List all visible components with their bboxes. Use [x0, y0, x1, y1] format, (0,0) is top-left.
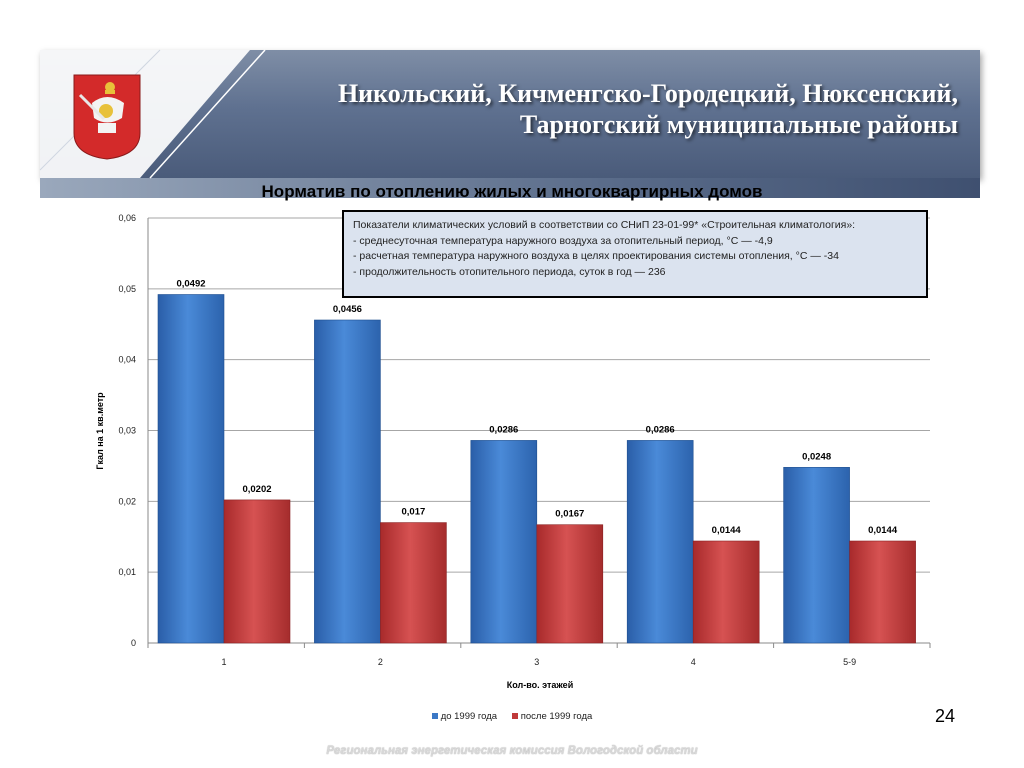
data-label: 0,0144 [868, 525, 898, 536]
legend-label: до 1999 года [440, 711, 498, 722]
y-tick-label: 0,06 [118, 213, 136, 223]
x-axis-label: Кол-во. этажей [506, 680, 574, 690]
info-line: - среднесуточная температура наружного воздуха за отопительный период, °С — -4,9 [353, 234, 773, 247]
bar [537, 525, 603, 643]
page-title-line2: Тарногский муниципальные районы [519, 110, 958, 139]
data-label: 0,0286 [645, 424, 675, 436]
chart-legend [0, 711, 1024, 722]
x-tick-label: 5-9 [843, 657, 857, 667]
legend-swatch [512, 713, 518, 719]
data-label: 0,0286 [489, 424, 519, 436]
bar [627, 440, 693, 643]
y-tick-label: 0,04 [118, 354, 136, 365]
data-label: 0,0202 [242, 483, 272, 495]
y-tick-label: 0 [130, 638, 136, 648]
climate-info-box [342, 210, 928, 298]
legend-item-before-1999 [432, 711, 500, 722]
bar [850, 541, 916, 643]
page-title-line1: Никольский, Кичменгско-Городецкий, Нюксенский, [337, 79, 958, 108]
bar [314, 320, 380, 643]
y-tick-label: 0,03 [118, 425, 136, 436]
footer-text: Региональная энергетическая комиссия Вологодской области [326, 745, 698, 757]
bar [380, 523, 446, 643]
x-tick-label: 4 [690, 657, 696, 667]
x-tick-label: 2 [377, 657, 383, 667]
y-tick-label: 0,05 [118, 283, 136, 294]
page-number: 24 [935, 706, 956, 726]
y-axis-label: Гкал на 1 кв.метр [95, 392, 105, 470]
bar [158, 295, 224, 644]
info-line: Показатели климатических условий в соответствии со СНиП 23-01-99* «Строительная климатология»: [353, 219, 856, 231]
data-label: 0,0248 [802, 451, 832, 463]
legend-item-after-1999 [512, 711, 593, 722]
y-tick-label: 0,02 [118, 496, 136, 507]
y-tick-label: 0,01 [118, 567, 136, 578]
info-line: - расчетная температура наружного воздуха в целях проектирования системы отопления, °С — -34 [353, 250, 839, 262]
chart-title: Норматив по отоплению жилых и многоквартирных домов [261, 182, 763, 201]
data-label: 0,0456 [332, 304, 362, 315]
bar [224, 500, 290, 643]
x-tick-label: 1 [221, 657, 227, 667]
x-tick-label: 3 [534, 657, 540, 667]
data-label: 0,0144 [711, 525, 741, 536]
legend-swatch [432, 713, 438, 719]
data-label: 0,0492 [176, 278, 206, 290]
data-label: 0,0167 [555, 508, 585, 520]
data-label: 0,017 [401, 506, 426, 518]
legend-label: после 1999 года [520, 711, 593, 722]
bar [471, 440, 537, 643]
bar [693, 541, 759, 643]
bar [784, 467, 850, 643]
info-line: - продолжительность отопительного периода, суток в год — 236 [353, 265, 666, 278]
